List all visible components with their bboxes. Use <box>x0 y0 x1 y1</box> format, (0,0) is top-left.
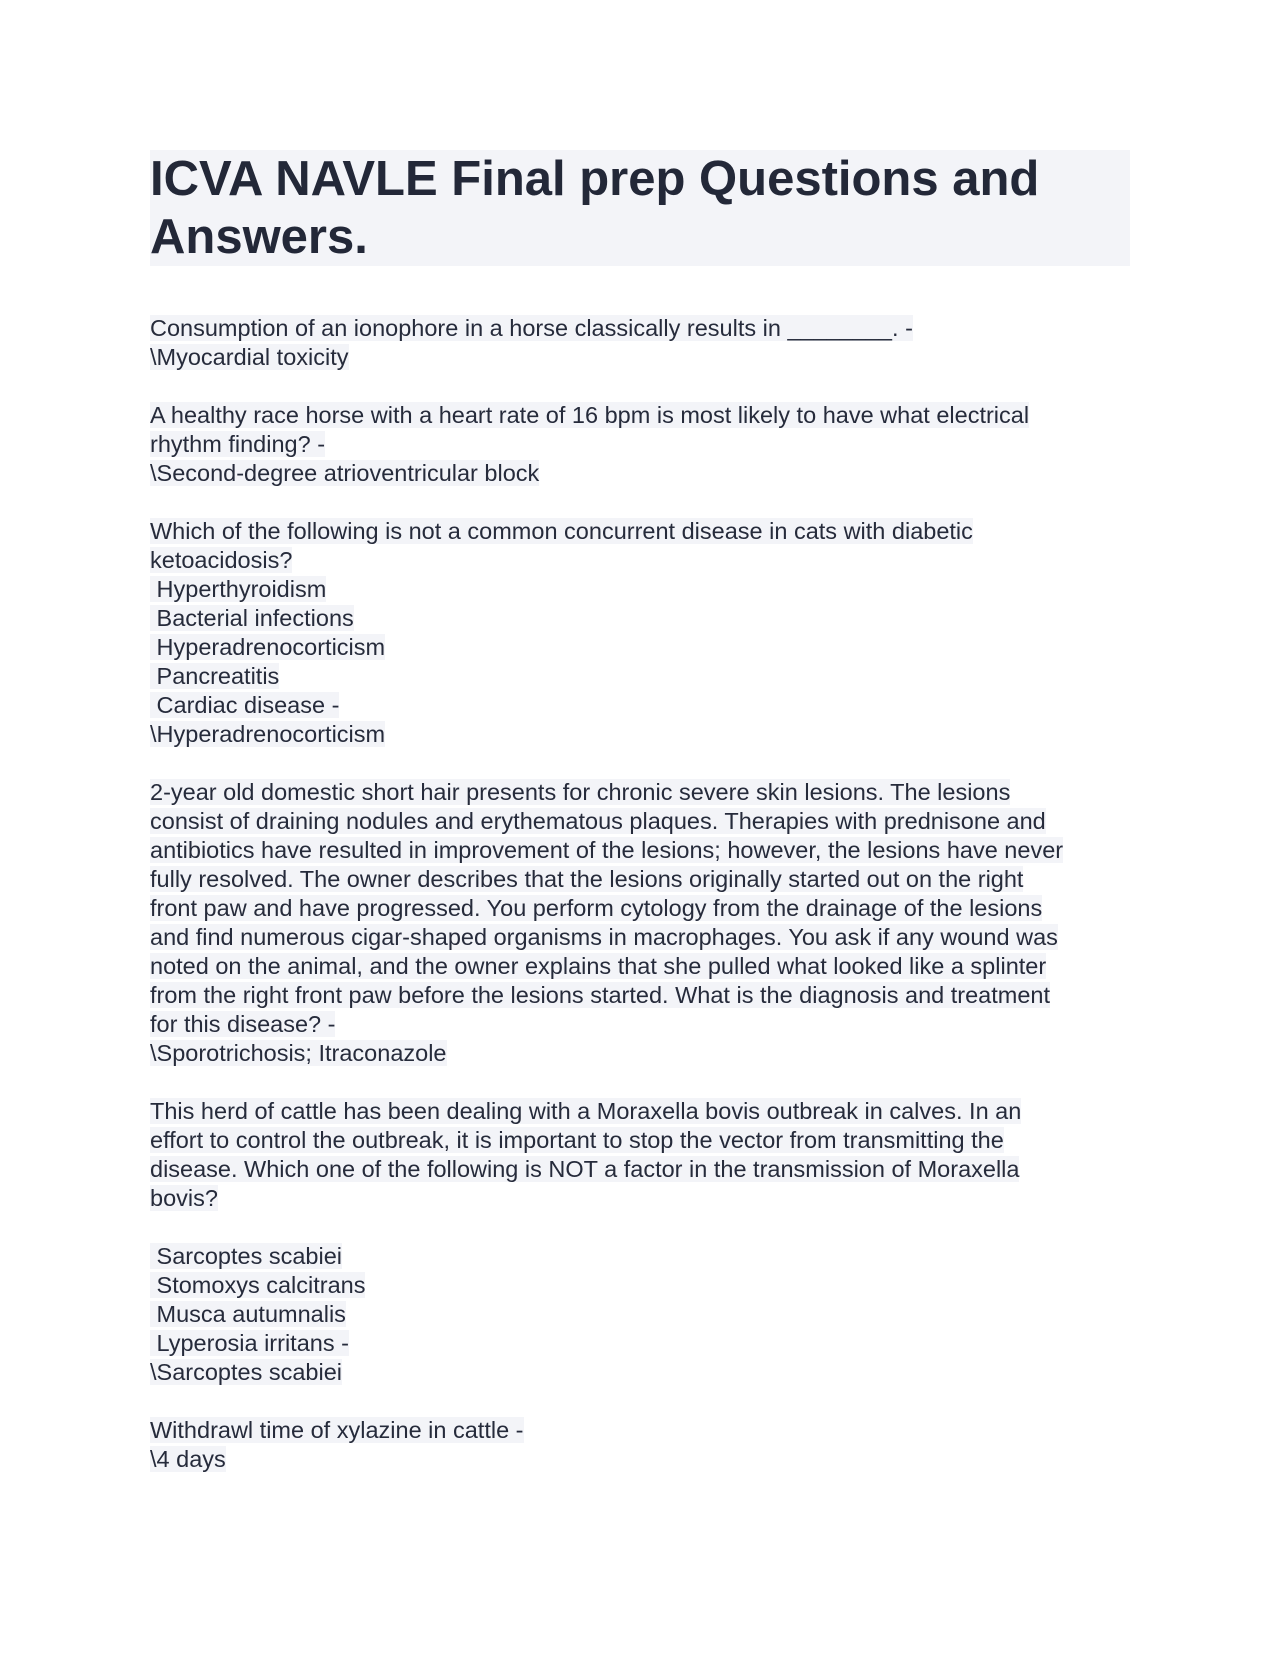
qa-line-text: Hyperadrenocorticism <box>150 634 386 660</box>
qa-line <box>150 1271 1130 1300</box>
qa-line <box>150 1416 1130 1445</box>
qa-line-text: Which of the following is not a common concurrent disease in cats with diabetic <box>150 518 973 544</box>
qa-line-text: \4 days <box>150 1446 226 1472</box>
qa-list <box>150 314 1130 1474</box>
qa-line-text: consist of draining nodules and erythematous plaques. Therapies with prednisone and <box>150 808 1046 834</box>
title-line-1: ICVA NAVLE Final prep Questions and <box>150 152 1040 206</box>
document-title <box>150 150 1130 266</box>
qa-line <box>150 923 1130 952</box>
qa-line <box>150 1358 1130 1387</box>
qa-line-text: \Sporotrichosis; Itraconazole <box>150 1040 447 1066</box>
qa-line <box>150 343 1130 372</box>
qa-line <box>150 1300 1130 1329</box>
qa-line-text: Sarcoptes scabiei <box>150 1243 343 1269</box>
qa-line <box>150 430 1130 459</box>
qa-line <box>150 720 1130 749</box>
qa-line-text: Cardiac disease - <box>150 692 340 718</box>
qa-line <box>150 778 1130 807</box>
qa-line <box>150 604 1130 633</box>
qa-line-text: 2-year old domestic short hair presents for chronic severe skin lesions. The lesions <box>150 779 1011 805</box>
qa-item <box>150 517 1130 749</box>
qa-line <box>150 952 1130 981</box>
qa-line-text: Lyperosia irritans - <box>150 1330 349 1356</box>
qa-line <box>150 894 1130 923</box>
qa-line <box>150 517 1130 546</box>
title-line-2: Answers. <box>150 210 368 264</box>
qa-line <box>150 401 1130 430</box>
qa-line <box>150 1445 1130 1474</box>
qa-item <box>150 314 1130 372</box>
qa-line-text: front paw and have progressed. You perform cytology from the drainage of the lesions <box>150 895 1043 921</box>
qa-item <box>150 778 1130 1068</box>
qa-line <box>150 865 1130 894</box>
qa-line <box>150 575 1130 604</box>
qa-line-text: rhythm finding? - <box>150 431 326 457</box>
qa-line-text: Stomoxys calcitrans <box>150 1272 366 1298</box>
document-page <box>150 150 1130 1503</box>
qa-line <box>150 662 1130 691</box>
qa-line-text: \Myocardial toxicity <box>150 344 349 370</box>
qa-line-text: A healthy race horse with a heart rate of 16 bpm is most likely to have what electrical <box>150 402 1030 428</box>
qa-line <box>150 1155 1130 1184</box>
qa-line <box>150 1126 1130 1155</box>
qa-line-text: Pancreatitis <box>150 663 280 689</box>
qa-item <box>150 1416 1130 1474</box>
qa-line-text: noted on the animal, and the owner explains that she pulled what looked like a splinter <box>150 953 1047 979</box>
qa-line <box>150 807 1130 836</box>
qa-line-text: \Hyperadrenocorticism <box>150 721 386 747</box>
qa-line-text: effort to control the outbreak, it is important to stop the vector from transmitting the <box>150 1127 1004 1153</box>
qa-line-text: disease. Which one of the following is NOT a factor in the transmission of Moraxella <box>150 1156 1020 1182</box>
qa-line-text: ketoacidosis? <box>150 547 293 573</box>
qa-line-text: \Sarcoptes scabiei <box>150 1359 343 1385</box>
qa-line-text: Bacterial infections <box>150 605 354 631</box>
qa-line-text: from the right front paw before the lesions started. What is the diagnosis and treatment <box>150 982 1050 1008</box>
qa-line <box>150 1097 1130 1126</box>
blank-line <box>150 1213 1130 1242</box>
qa-line <box>150 1242 1130 1271</box>
qa-line-text: Hyperthyroidism <box>150 576 327 602</box>
qa-line-text: fully resolved. The owner describes that the lesions originally started out on the right <box>150 866 1024 892</box>
qa-line-text: and find numerous cigar-shaped organisms in macrophages. You ask if any wound was <box>150 924 1058 950</box>
qa-line-text: bovis? <box>150 1185 218 1211</box>
qa-line <box>150 459 1130 488</box>
qa-line <box>150 836 1130 865</box>
qa-line <box>150 1329 1130 1358</box>
qa-line <box>150 1010 1130 1039</box>
qa-item <box>150 1097 1130 1387</box>
qa-line <box>150 1039 1130 1068</box>
qa-line-text: Musca autumnalis <box>150 1301 346 1327</box>
qa-line-text: Consumption of an ionophore in a horse classically results in ________. - <box>150 315 913 341</box>
qa-line <box>150 546 1130 575</box>
qa-line-text: for this disease? - <box>150 1011 336 1037</box>
qa-line <box>150 1184 1130 1213</box>
qa-line <box>150 314 1130 343</box>
qa-line-text: Withdrawl time of xylazine in cattle - <box>150 1417 524 1443</box>
qa-line <box>150 633 1130 662</box>
qa-line-text: This herd of cattle has been dealing with a Moraxella bovis outbreak in calves. In an <box>150 1098 1022 1124</box>
qa-item <box>150 401 1130 488</box>
qa-line <box>150 981 1130 1010</box>
qa-line-text: antibiotics have resulted in improvement of the lesions; however, the lesions have never <box>150 837 1064 863</box>
qa-line <box>150 691 1130 720</box>
qa-line-text: \Second-degree atrioventricular block <box>150 460 540 486</box>
